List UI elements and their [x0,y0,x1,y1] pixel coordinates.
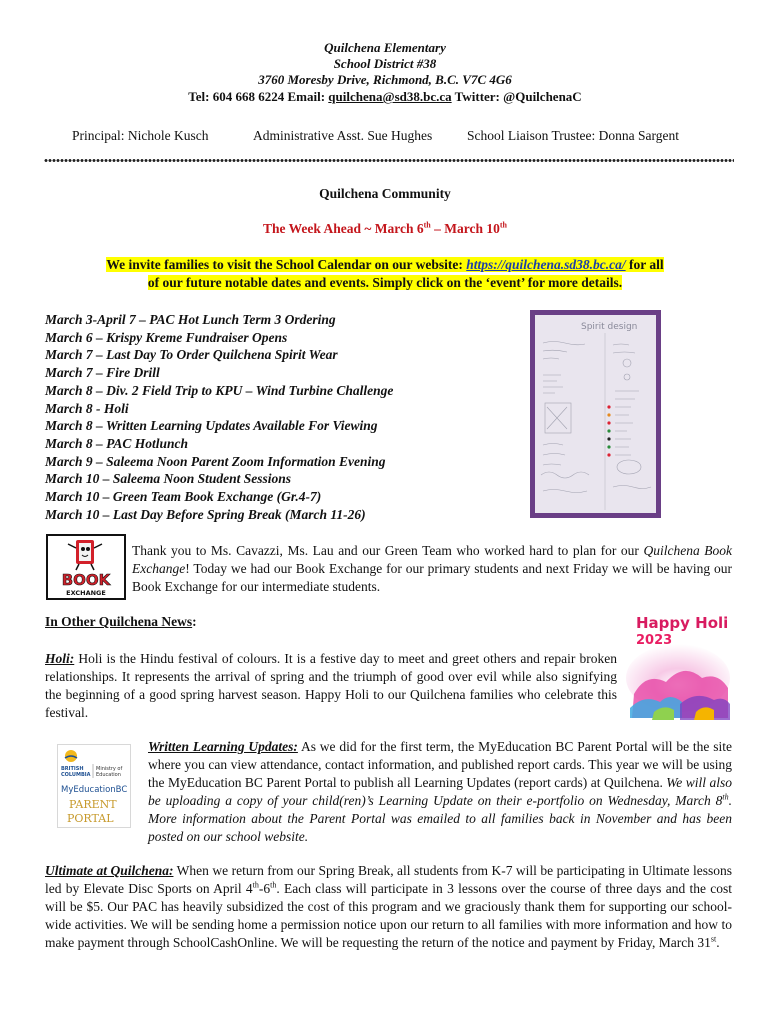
spirit-design-drawing [530,310,661,518]
twitter-handle: Twitter: @QuilchenaC [451,89,582,104]
school-name: Quilchena Elementary [324,40,446,55]
admin-assistant: Administrative Asst. Sue Hughes [253,128,433,143]
event-item: March 3-April 7 – PAC Hot Lunch Term 3 Ordering [45,312,336,327]
written-learning-paragraph: Written Learning Updates: As we did for the first term, the MyEducation BC Parent Portal will be the site where you can view attendance, contact information, and published report cards. This year we will be using the MyEducation BC Parent Portal to publish all Learning Updates (report cards) at Quilchena. We will also be uploading a copy of your child(ren)’s Learning Update on their e-portfolio on Wednesday, March 8th. More information about the Parent Portal was emailed to all families back in November and has been posted on our school website. [148,739,732,844]
school-trustee: School Liaison Trustee: Donna Sargent [467,128,679,143]
svg-text:COLUMBIA: COLUMBIA [61,772,91,778]
event-item: March 9 – Saleema Noon Parent Zoom Information Evening [45,453,386,469]
community-title: Quilchena Community [319,186,451,201]
svg-text:Ministry of: Ministry of [96,766,123,772]
event-item: March 8 – Written Learning Updates Available For Viewing [45,418,378,434]
contact-line [0,89,770,105]
week-ahead-title: The Week Ahead ~ March 6th – March 10th [262,220,508,236]
myeducation-bc-logo [57,744,131,828]
calendar-link[interactable]: https://quilchena.sd38.bc.ca/ [466,257,626,272]
happy-holi-image [624,612,732,720]
school-address: 3760 Moresby Drive, Richmond, B.C. V7C 4G6 [258,72,512,87]
holi-heading: Holi: [45,651,75,666]
holi-image-year: 2023 [636,633,673,648]
svg-text:MyEducationBC: MyEducationBC [61,785,128,795]
holi-paragraph: Holi: Holi is the Hindu festival of colours. It is a festive day to meet and greet others and repair broken relationships. It represents the arrival of spring and the triumph of good over evil while also signifying the beginning of a good spring harvest season. Happy Holi to our Quilchena families who celebrate this festival. [45,651,617,720]
ultimate-heading: Ultimate at Quilchena: [45,863,174,878]
tel-label: Tel: 604 668 6224 Email: [188,89,329,104]
svg-text:Education: Education [96,772,121,778]
event-item: March 8 – PAC Hotlunch [45,435,189,451]
written-learning-heading: Written Learning Updates: [148,739,298,754]
event-item: March 8 – Div. 2 Field Trip to KPU – Wind Turbine Challenge [45,382,394,398]
svg-text:PARENT: PARENT [69,798,117,811]
svg-text:BOOK: BOOK [61,571,111,589]
event-item: March 7 – Last Day To Order Quilchena Spirit Wear [45,347,338,363]
email-link[interactable]: quilchena@sd38.bc.ca [328,89,452,104]
event-item: March 10 – Last Day Before Spring Break (March 11-26) [45,506,366,522]
dotted-divider [44,158,734,164]
other-news-heading: In Other Quilchena News: [45,614,197,629]
event-item: March 8 - Holi [45,400,129,416]
school-district: School District #38 [333,56,437,71]
principal-name: Principal: Nichole Kusch [72,128,209,143]
drawing-title: Spirit design [581,322,638,332]
event-item: March 7 – Fire Drill [45,365,160,381]
svg-text:BRITISH: BRITISH [61,766,84,772]
svg-text:PORTAL: PORTAL [67,812,114,825]
svg-text:EXCHANGE: EXCHANGE [66,589,106,597]
book-exchange-logo [46,534,126,600]
event-item: March 10 – Saleema Noon Student Sessions [45,471,292,487]
ultimate-paragraph: Ultimate at Quilchena: When we return from our Spring Break, all students from K-7 will be participating in Ultimate lessons led by Elevate Disc Sports on April 4th-6th. Each class will participate in 3 lessons over the course of three days and the cost will be $5. Our PAC has heavily subsidized the cost of this program and we graciously thank them for supporting our school-wide activities. We will be sending home a permission notice upon our return to all families with more information and how to make payment through SchoolCashOnline. We will be requesting the return of the notice and payment by Friday, March 31st. [45,863,732,950]
book-exchange-text: Thank you to Ms. Cavazzi, Ms. Lau and our Green Team who worked hard to plan for our Quilchena Book Exchange! Today we had our Book Exchange for our primary students and next Friday we will be having our Book Exchange for our intermediate students. [132,543,732,594]
sketch-paper-image [535,315,656,513]
event-item: March 10 – Green Team Book Exchange (Gr.4-7) [45,489,322,505]
holi-image-title: Happy Holi [636,614,729,632]
event-item: March 6 – Krispy Kreme Fundraiser Opens [45,329,288,345]
events-list [45,311,515,523]
invite-notice: We invite families to visit the School Calendar on our website: https://quilchena.sd38.bc.ca/ for all of our future notable dates and events. Simply click on the ‘event’ for more details. [106,257,664,290]
book-mascot-icon [48,536,124,598]
